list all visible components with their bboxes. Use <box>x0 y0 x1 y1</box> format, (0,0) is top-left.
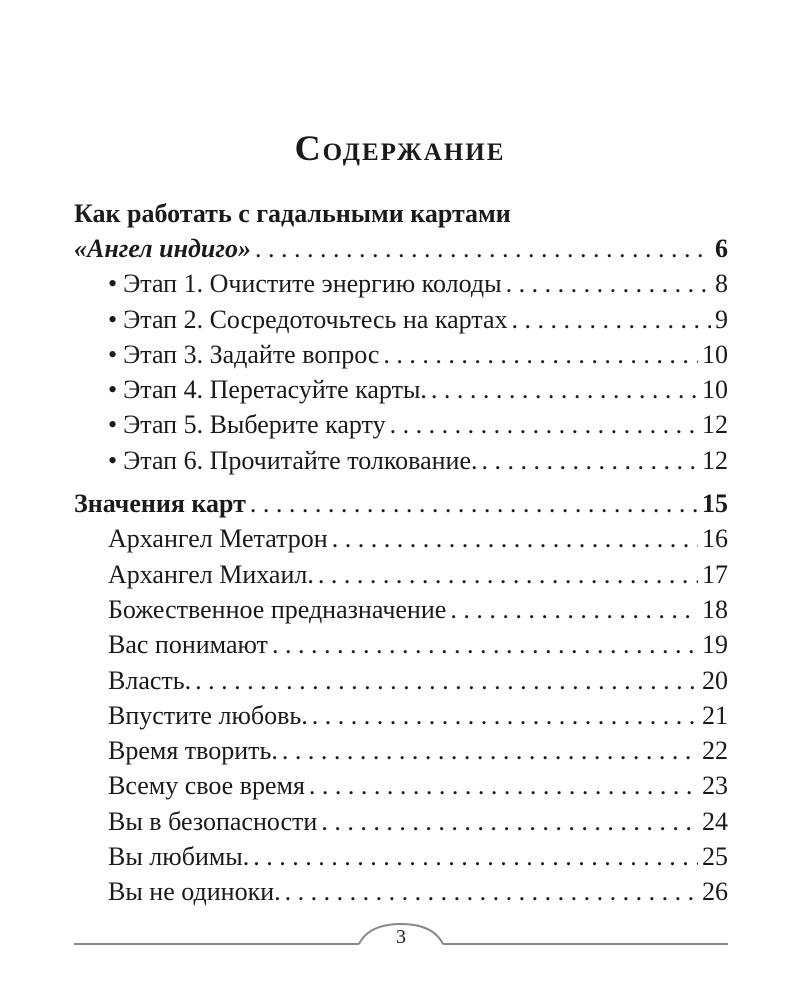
dot-leader <box>250 486 698 521</box>
toc-entry-label <box>108 874 281 909</box>
toc-entry-label <box>108 768 305 803</box>
toc-entry-text: Время творить. <box>108 736 278 766</box>
bullet-icon: • <box>108 304 118 334</box>
dot-leader <box>332 521 698 556</box>
table-of-contents <box>74 196 728 910</box>
page-number: 6 <box>715 234 728 263</box>
toc-entry-text: Этап 4. Перетасуйте карты. <box>123 375 427 405</box>
toc-entry-label <box>108 521 328 556</box>
toc-entry-label <box>108 302 508 337</box>
section-heading-line1: Как работать с гадальными картами <box>74 199 511 228</box>
footer-page-number: 3 <box>396 926 406 948</box>
dot-leader <box>253 839 698 874</box>
toc-entry-text: Вы в безопасности <box>108 806 318 836</box>
section-heading: Значения карт <box>74 489 246 519</box>
toc-entry-label <box>108 804 317 839</box>
page-number: 24 <box>702 806 728 836</box>
dot-leader <box>383 337 698 372</box>
dot-leader <box>321 804 698 839</box>
toc-entry[interactable] <box>74 372 728 407</box>
toc-entry-label <box>108 407 386 442</box>
toc-entry-label <box>108 557 314 592</box>
dot-leader <box>282 733 698 768</box>
bullet-icon: • <box>108 375 118 405</box>
toc-entry[interactable] <box>74 337 728 372</box>
page-number: 16 <box>702 524 728 554</box>
toc-entry[interactable] <box>74 557 728 592</box>
toc-entry[interactable] <box>74 804 728 839</box>
page-number: 12 <box>702 445 728 475</box>
toc-entry[interactable] <box>74 407 728 442</box>
toc-entry-text: Всему свое время <box>108 771 305 801</box>
toc-entry-text: Впустите любовь. <box>108 700 308 730</box>
dot-leader <box>312 698 698 733</box>
toc-entry-section2[interactable] <box>74 486 728 521</box>
toc-entry[interactable] <box>74 839 728 874</box>
toc-entry[interactable] <box>74 874 728 909</box>
toc-entry-section1[interactable] <box>74 231 728 266</box>
toc-entry-label <box>108 266 502 301</box>
page-number: 20 <box>702 665 728 695</box>
toc-entry-label <box>108 443 478 478</box>
dot-leader <box>450 592 698 627</box>
bullet-icon: • <box>108 410 118 440</box>
dot-leader <box>318 557 698 592</box>
dot-leader <box>482 443 699 478</box>
toc-entry-text: Божественное предназначение <box>108 594 447 624</box>
toc-entry-label <box>108 592 446 627</box>
dot-leader <box>195 663 698 698</box>
toc-entry-text: Вы любимы. <box>108 842 250 872</box>
toc-entry-text: Этап 3. Задайте вопрос <box>123 339 380 369</box>
toc-entry[interactable] <box>74 266 728 301</box>
dot-leader <box>431 372 698 407</box>
toc-entry[interactable] <box>74 698 728 733</box>
page-number: 19 <box>702 630 728 660</box>
toc-entry-label <box>108 663 191 698</box>
page-number: 21 <box>702 700 728 730</box>
toc-entry[interactable] <box>74 302 728 337</box>
dot-leader <box>272 627 698 662</box>
page-number: 9 <box>715 304 728 334</box>
bullet-icon: • <box>108 339 118 369</box>
bullet-icon: • <box>108 445 118 475</box>
toc-entry-text: Архангел Михаил. <box>108 559 314 589</box>
page-number: 8 <box>715 269 728 299</box>
bullet-icon: • <box>108 269 118 299</box>
toc-entry-label <box>108 627 268 662</box>
toc-entry-text: Этап 5. Выберите карту <box>123 410 386 440</box>
toc-entry-text: Власть. <box>108 665 192 695</box>
page-number: 22 <box>702 736 728 766</box>
toc-entry[interactable] <box>74 663 728 698</box>
toc-entry-text: Этап 6. Прочитайте толкование. <box>123 445 478 475</box>
toc-entry-label <box>108 337 379 372</box>
dot-leader <box>309 768 698 803</box>
page-number: 23 <box>702 771 728 801</box>
dot-leader <box>390 407 698 442</box>
page-number: 12 <box>702 410 728 440</box>
toc-entry[interactable] <box>74 733 728 768</box>
page-footer <box>74 920 728 960</box>
dot-leader <box>255 231 711 266</box>
toc-entry-text: Архангел Метатрон <box>108 524 328 554</box>
dot-leader <box>512 302 711 337</box>
page-number: 25 <box>702 842 728 872</box>
dot-leader <box>506 266 711 301</box>
toc-entry-text: Этап 1. Очистите энергию колоды <box>123 269 502 299</box>
toc-entry-text: Вас понимают <box>108 630 268 660</box>
section-heading-line2: «Ангел индиго» <box>74 234 251 263</box>
page-number: 10 <box>702 375 728 405</box>
page-title: Содержание <box>294 128 506 168</box>
toc-entry[interactable] <box>74 521 728 556</box>
toc-entry-label <box>108 733 278 768</box>
toc-entry-text: Вы не одиноки. <box>108 877 281 907</box>
toc-entry[interactable] <box>74 443 728 478</box>
toc-entry-label <box>108 839 249 874</box>
toc-entry[interactable] <box>74 592 728 627</box>
toc-entry-label <box>108 372 427 407</box>
page-number: 26 <box>702 877 728 907</box>
page-number: 15 <box>702 489 728 519</box>
dot-leader <box>285 874 698 909</box>
page-number: 18 <box>702 594 728 624</box>
page-number: 10 <box>702 339 728 369</box>
toc-entry[interactable] <box>74 768 728 803</box>
toc-entry[interactable] <box>74 627 728 662</box>
page-number: 17 <box>702 559 728 589</box>
toc-entry-label <box>108 698 308 733</box>
toc-entry-text: Этап 2. Сосредоточьтесь на картах <box>123 304 508 334</box>
